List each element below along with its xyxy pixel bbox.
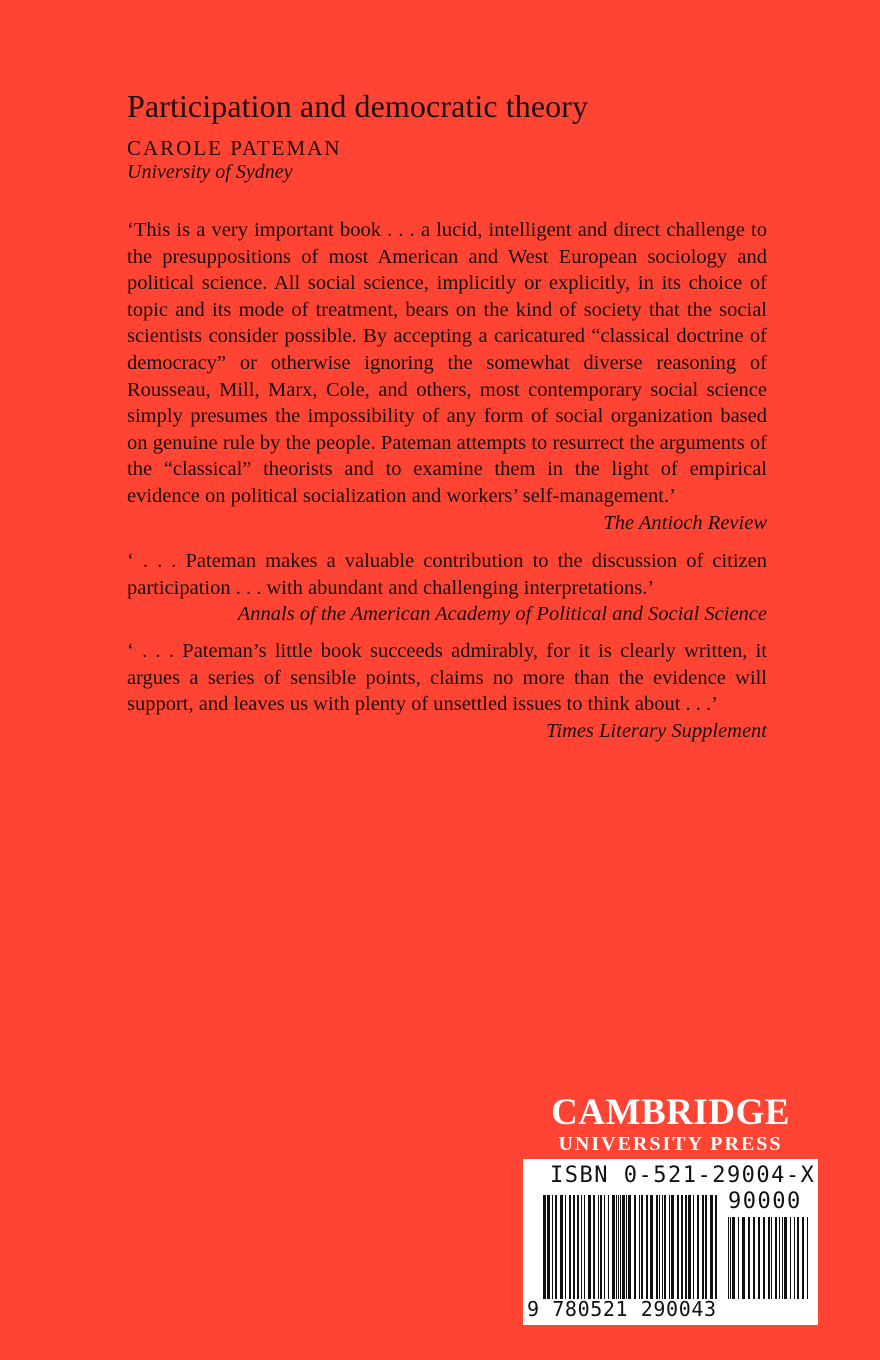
review-text: ‘ . . . Pateman’s little book succeeds admirably, for it is clearly written, it argues a series of sensible points, claims no more than the evidence will support, and leaves us with plenty of unsettled issues to think about . . .’ (127, 640, 767, 716)
barcode-panel (523, 1159, 818, 1325)
barcode-main-icon (543, 1195, 718, 1299)
isbn-number: ISBN 0-521-29004-X (550, 1163, 816, 1188)
review-source: The Antioch Review (603, 511, 767, 534)
review-source: Annals of the American Academy of Political and Social Science (237, 603, 767, 626)
review-quote-2 (127, 548, 767, 628)
book-title: Participation and democratic theory (127, 88, 589, 124)
price-code: 90000 (728, 1189, 802, 1214)
review-quote-3 (127, 638, 767, 744)
review-text: ‘ . . . Pateman makes a valuable contribution to the discussion of citizen participation . . . with abundant and challenging interpretations.’ (127, 550, 767, 599)
ean-number: 9 780521 290043 (527, 1297, 717, 1321)
publisher-name: CAMBRIDGE (551, 1092, 790, 1133)
publisher-logo (523, 1093, 818, 1155)
author-affiliation: University of Sydney (127, 161, 293, 183)
publisher-subtitle: UNIVERSITY PRESS (558, 1133, 783, 1155)
review-text: ‘This is a very important book . . . a lucid, intelligent and direct challenge to the presuppositions of most American and West European sociology and political science. All social science, implicitly or explicitly, in its choice of topic and its mode of treatment, bears on the kind of society that the social scientists consider possible. By accepting a caricatured “classical doctrine of democracy” or otherwise ignoring the somewhat diverse reasoning of Rousseau, Mill, Marx, Cole, and others, most contemporary social science simply presumes the impossibility of any form of social organization based on genuine rule by the people. Pateman attempts to resurrect the arguments of the “classical” theorists and to examine them in the light of empirical evidence on political socialization and workers’ self-management.’ (127, 219, 767, 507)
author-name: CAROLE PATEMAN (127, 136, 342, 160)
barcode-addon-icon (728, 1217, 808, 1299)
review-quote-1 (127, 217, 767, 536)
review-source: Times Literary Supplement (546, 719, 767, 742)
